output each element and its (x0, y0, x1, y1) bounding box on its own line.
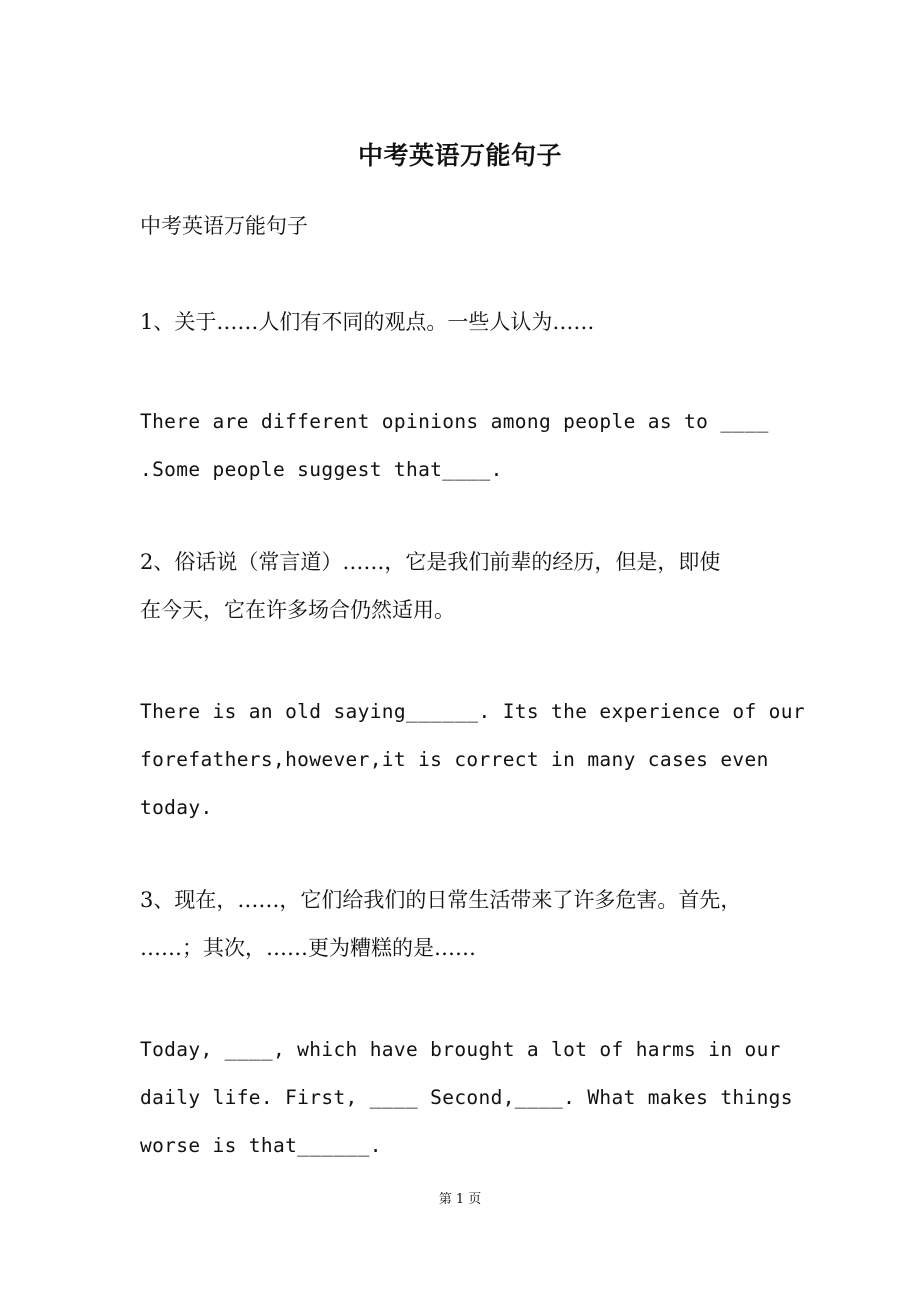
page-number: 第 1 页 (438, 1192, 482, 1207)
item-3-english-line-1: Today, ____, which have brought a lot of harms in our (140, 1038, 781, 1061)
document-subtitle: 中考英语万能句子 (140, 214, 308, 238)
item-1-english-line-1: There are different opinions among people as to ____ (140, 410, 769, 433)
item-1-english-line-2: .Some people suggest that____. (140, 458, 503, 481)
item-2-chinese-line-2: 在今天，它在许多场合仍然适用。 (140, 598, 455, 622)
document-title: 中考英语万能句子 (357, 141, 562, 170)
item-2-chinese-line-1: 2、俗话说（常言道）……，它是我们前辈的经历，但是，即使 (140, 550, 721, 574)
item-3-chinese-line-1: 3、现在，……，它们给我们的日常生活带来了许多危害。首先， (140, 888, 742, 912)
item-2-english-line-3: today. (140, 796, 213, 819)
item-1-chinese: 1、关于……人们有不同的观点。一些人认为…… (140, 310, 595, 334)
item-3-chinese-line-2: ……；其次，……更为糟糕的是…… (140, 936, 476, 960)
item-3-english-line-3: worse is that______. (140, 1134, 382, 1157)
item-3-english-line-2: daily life. First, ____ Second,____. What makes things (140, 1086, 793, 1109)
item-2-english-line-1: There is an old saying______. Its the experience of our (140, 700, 805, 723)
item-2-english-line-2: forefathers,however,it is correct in many cases even (140, 748, 769, 771)
